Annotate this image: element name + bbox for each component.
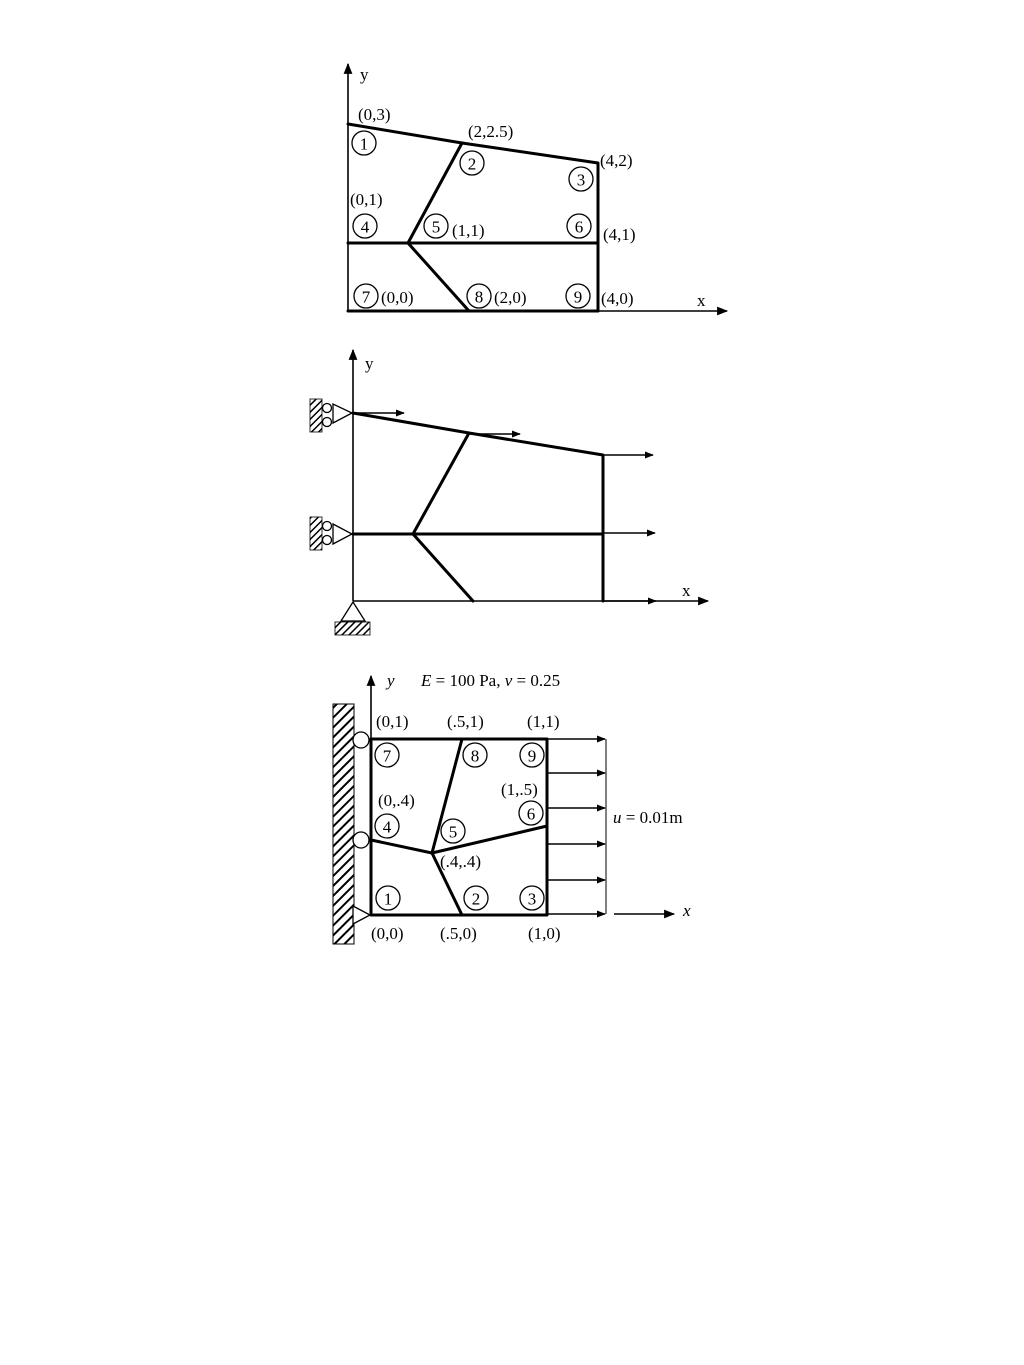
svg-text:6: 6: [574, 217, 584, 237]
node-marker: [519, 801, 543, 825]
node-marker: [424, 214, 448, 238]
x-axis-label: x: [683, 901, 691, 920]
pin-support: [353, 906, 370, 924]
coord-label: (.4,.4): [440, 852, 482, 871]
node-marker: [354, 284, 378, 308]
internal-edge-lower: [408, 243, 469, 311]
svg-text:7: 7: [361, 287, 371, 307]
fixed-wall: [333, 704, 354, 944]
displacement-label: u = 0.01m: [613, 808, 683, 827]
coord-label: (4,0): [601, 289, 634, 308]
node-marker: [567, 214, 591, 238]
svg-text:2: 2: [471, 889, 481, 909]
node-marker: [460, 151, 484, 175]
svg-text:5: 5: [448, 822, 458, 842]
pin-support: [335, 602, 370, 635]
node-marker: [566, 284, 590, 308]
svg-text:2: 2: [467, 154, 477, 174]
node-marker: [375, 743, 399, 767]
svg-text:6: 6: [526, 804, 536, 824]
coord-label: (1,1): [527, 712, 560, 731]
internal-edge-lower: [413, 534, 473, 601]
node-marker: [441, 819, 465, 843]
svg-text:9: 9: [573, 287, 583, 307]
svg-text:1: 1: [383, 889, 393, 909]
coord-label: (0,1): [376, 712, 409, 731]
material-properties: E = 100 Pa, ν = 0.25: [421, 671, 561, 690]
y-axis-label: y: [387, 671, 395, 690]
coord-label: (0,.4): [378, 791, 415, 810]
svg-text:9: 9: [527, 746, 537, 766]
roller-support: [310, 399, 352, 432]
coord-label: (1,0): [528, 924, 561, 943]
coord-label: (.5,0): [440, 924, 477, 943]
svg-text:4: 4: [360, 217, 370, 237]
svg-text:8: 8: [470, 746, 480, 766]
svg-text:1: 1: [359, 134, 369, 154]
roller-support: [353, 732, 369, 748]
node-marker: [467, 284, 491, 308]
coord-label: (0,3): [358, 105, 391, 124]
node-marker: [353, 214, 377, 238]
node-marker: [463, 743, 487, 767]
node-marker: [376, 886, 400, 910]
figure-3-patch-test: [333, 671, 691, 944]
roller-support: [353, 832, 369, 848]
x-axis-label: x: [682, 581, 691, 600]
roller-support: [310, 517, 352, 550]
coord-label: (2,0): [494, 288, 527, 307]
coord-label: (1,1): [452, 221, 485, 240]
coord-label: (0,0): [371, 924, 404, 943]
internal-edge: [371, 840, 432, 853]
svg-text:3: 3: [527, 889, 537, 909]
y-axis-label: y: [360, 65, 369, 84]
coord-label: (4,1): [603, 225, 636, 244]
node-marker: [464, 886, 488, 910]
coord-label: (4,2): [600, 151, 633, 170]
svg-text:5: 5: [431, 217, 441, 237]
figure-2-boundary-conditions: [310, 350, 708, 635]
svg-text:8: 8: [474, 287, 484, 307]
coord-label: (.5,1): [447, 712, 484, 731]
x-axis-label: x: [697, 291, 706, 310]
svg-text:7: 7: [382, 746, 392, 766]
coord-label: (2,2.5): [468, 122, 514, 141]
svg-text:4: 4: [382, 817, 392, 837]
internal-edge-upper: [413, 433, 469, 534]
node-marker: [375, 814, 399, 838]
y-axis-label: y: [365, 354, 374, 373]
figure-1-mesh: [348, 64, 727, 311]
coord-label: (1,.5): [501, 780, 538, 799]
node-marker: [520, 886, 544, 910]
outer-boundary: [353, 413, 603, 601]
coord-label: (0,1): [350, 190, 383, 209]
svg-text:3: 3: [576, 170, 586, 190]
coord-label: (0,0): [381, 288, 414, 307]
node-marker: [352, 131, 376, 155]
node-marker: [520, 743, 544, 767]
node-marker: [569, 167, 593, 191]
